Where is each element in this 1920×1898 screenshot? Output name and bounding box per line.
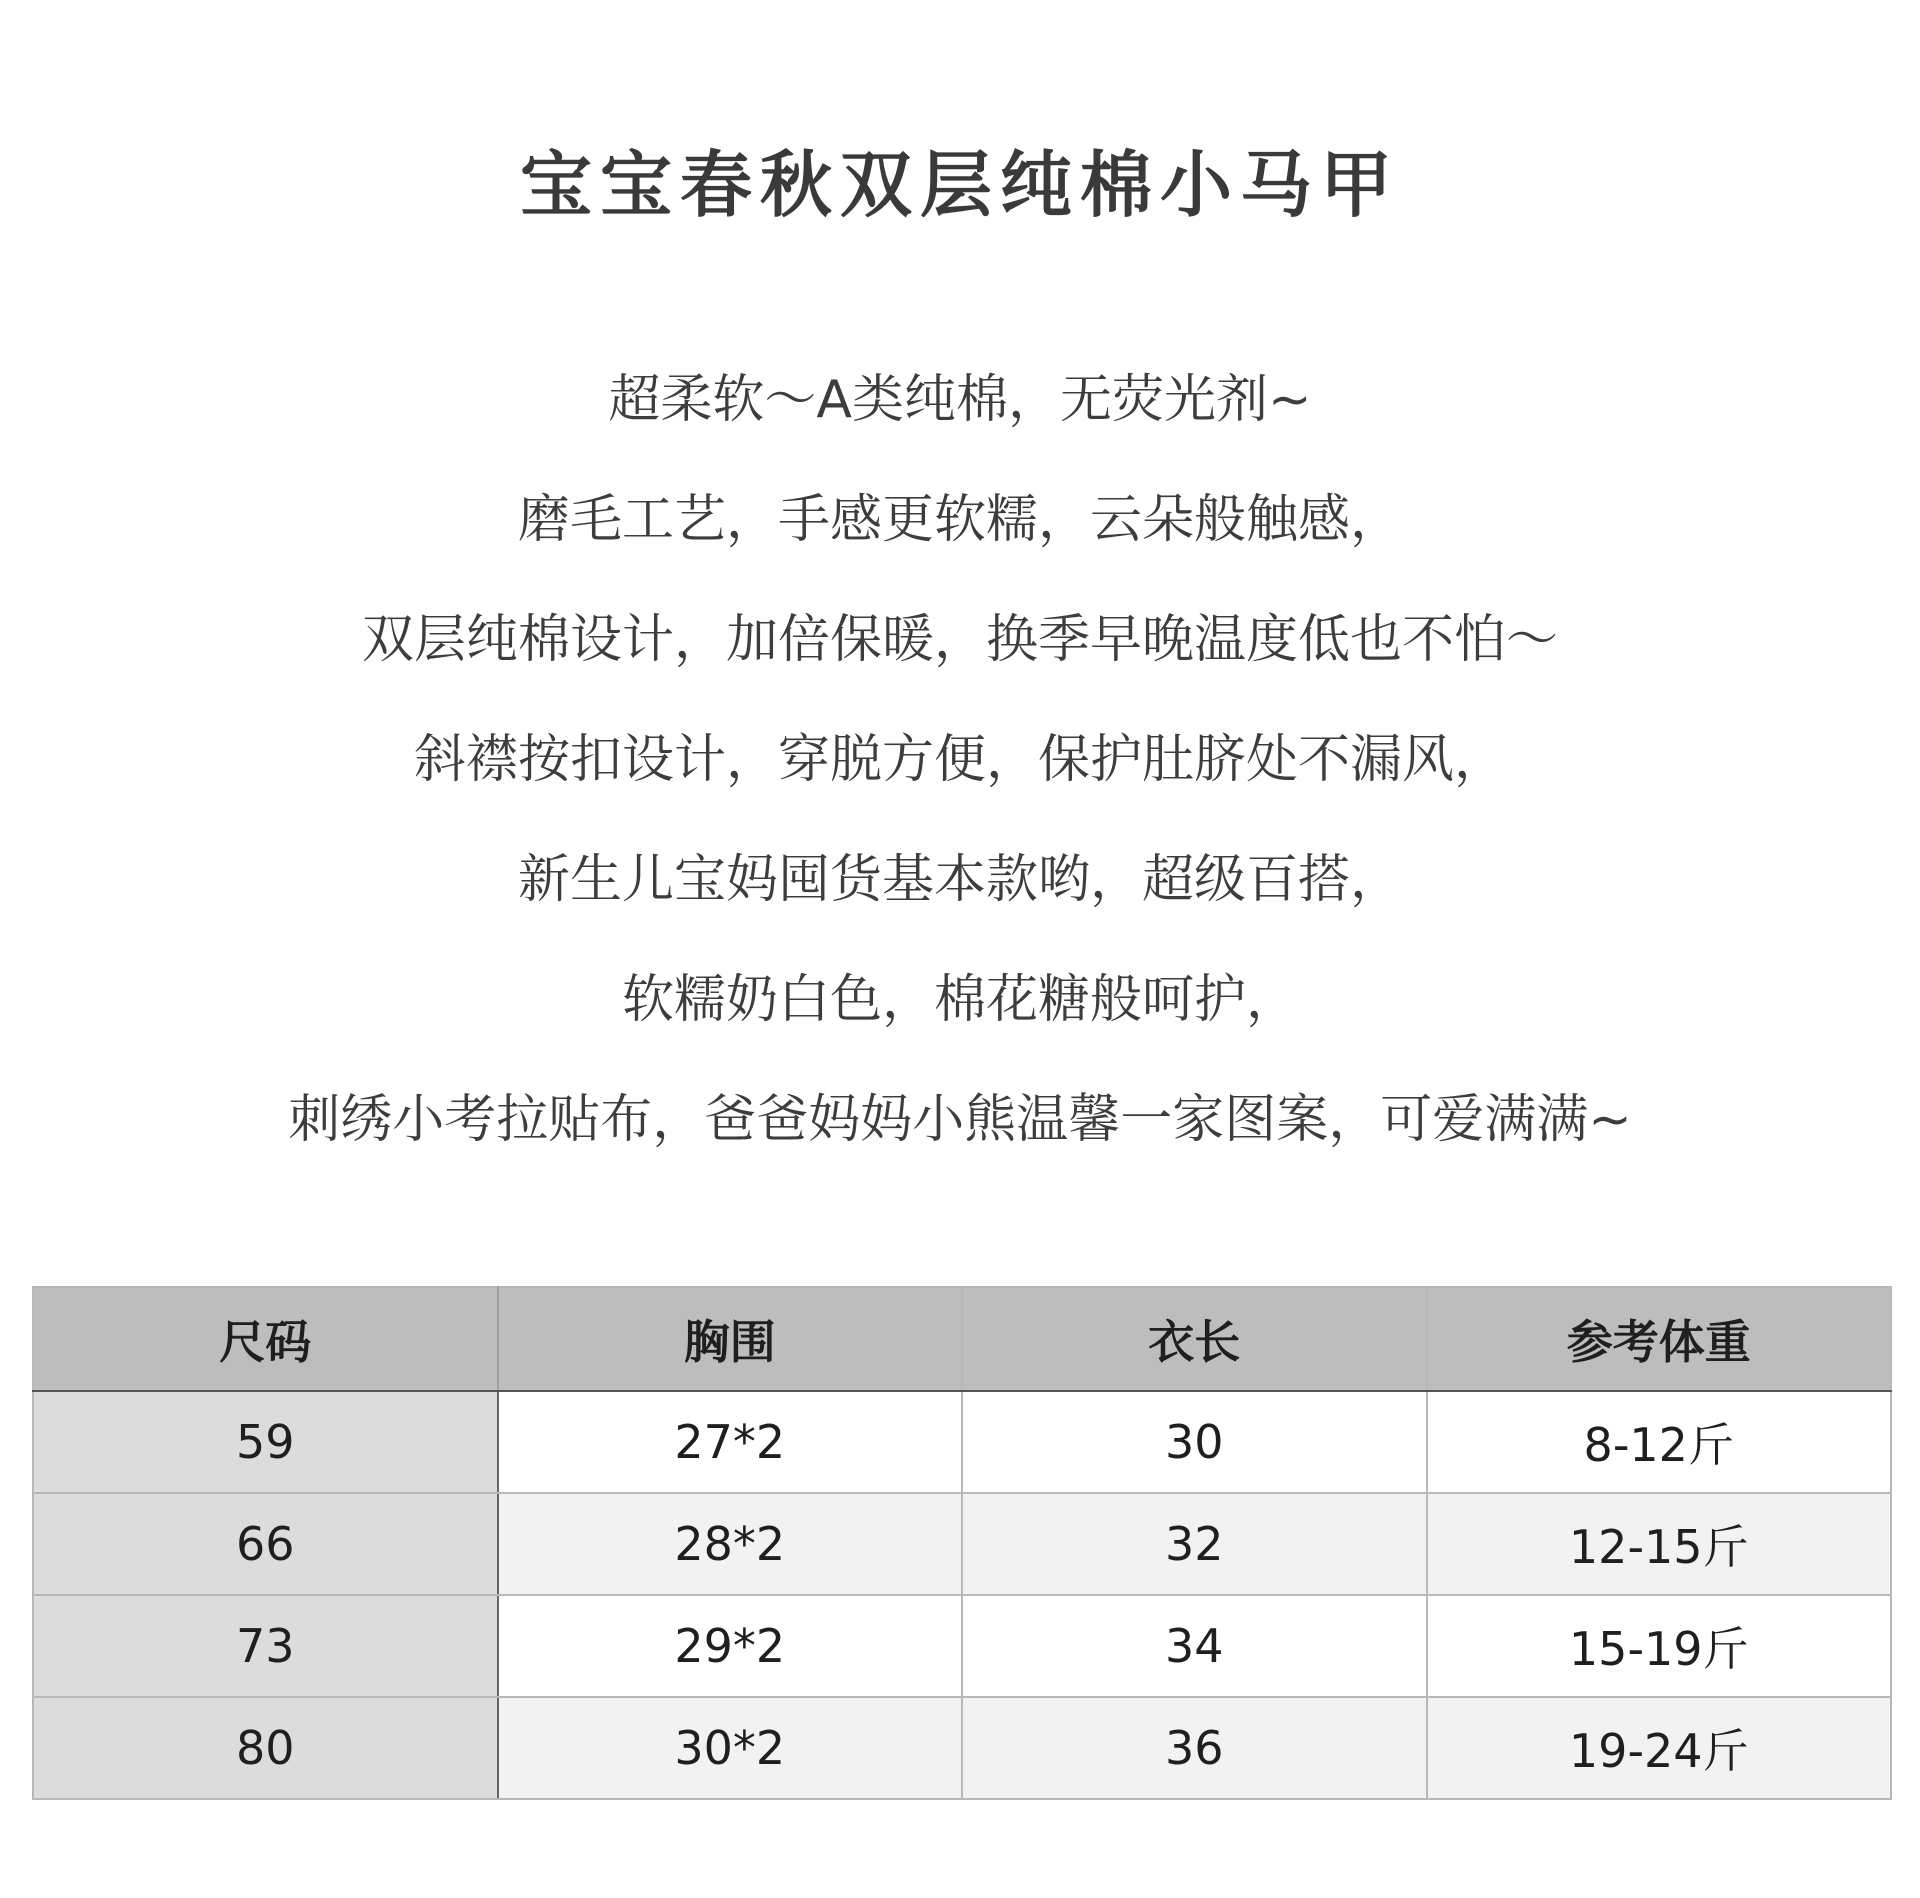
cell-size: 80 [33,1697,498,1799]
description-line: 磨毛工艺，手感更软糯，云朵般触感， [517,490,1402,550]
cell-weight: 19-24斤 [1427,1697,1892,1799]
product-description [0,355,1920,1195]
cell-chest: 28*2 [498,1493,963,1595]
description-line: 刺绣小考拉贴布，爸爸妈妈小熊温馨一家图案，可爱满满~ [288,1090,1632,1150]
cell-weight: 15-19斤 [1427,1595,1892,1697]
cell-length: 36 [962,1697,1427,1799]
header-chest: 胸围 [498,1287,963,1391]
cell-length: 34 [962,1595,1427,1697]
description-line: 斜襟按扣设计，穿脱方便，保护肚脐处不漏风， [413,730,1506,790]
cell-size: 66 [33,1493,498,1595]
table-row [33,1493,1891,1595]
table-row [33,1697,1891,1799]
cell-chest: 27*2 [498,1391,963,1493]
description-line: 软糯奶白色，棉花糖般呵护， [621,970,1298,1030]
cell-length: 32 [962,1493,1427,1595]
description-line: 超柔软～A类纯棉，无荧光剂~ [608,370,1312,430]
table-row [33,1391,1891,1493]
header-length: 衣长 [962,1287,1427,1391]
header-size: 尺码 [33,1287,498,1391]
product-title: 宝宝春秋双层纯棉小马甲 [519,143,1400,227]
cell-size: 73 [33,1595,498,1697]
cell-chest: 29*2 [498,1595,963,1697]
description-line: 新生儿宝妈囤货基本款哟，超级百搭， [517,850,1402,910]
table-row [33,1595,1891,1697]
cell-chest: 30*2 [498,1697,963,1799]
header-weight: 参考体重 [1427,1287,1892,1391]
cell-length: 30 [962,1391,1427,1493]
cell-weight: 8-12斤 [1427,1391,1892,1493]
cell-weight: 12-15斤 [1427,1493,1892,1595]
size-chart-table [32,1286,1892,1800]
cell-size: 59 [33,1391,498,1493]
description-line: 双层纯棉设计，加倍保暖，换季早晚温度低也不怕～ [361,610,1558,670]
table-header-row [33,1287,1891,1391]
